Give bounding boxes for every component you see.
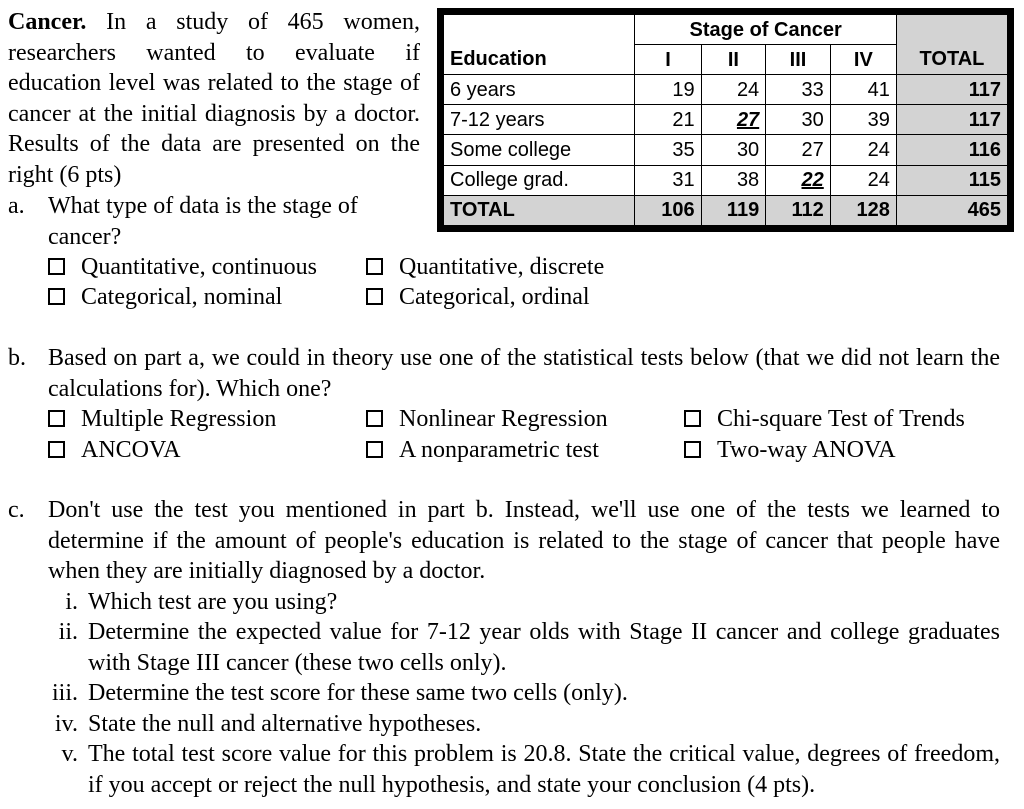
table-row: Some college 35 30 27 24 116 [444,135,1008,165]
total-header: TOTAL [896,45,1007,75]
contingency-table [437,8,1014,232]
intro-paragraph [8,7,420,190]
part-b [8,343,1000,404]
table-row: 7-12 years 21 27 30 39 117 [444,105,1008,135]
stage-header: IV [830,45,896,75]
checkbox-icon[interactable] [366,288,383,305]
part-b-question: Based on part a, we could in theory use one of the statistical tests below (that we did not learn the calculations for). Which one? [48,345,1000,402]
checkbox-icon[interactable] [366,410,383,427]
part-c-item: ii. Determine the expected value for 7-12 year olds with Stage II cancer and college graduates with Stage III cancer (these two cells only). [58,619,1000,676]
part-a-label: a. [8,193,25,219]
checkbox-icon[interactable] [684,410,701,427]
option-two-way-anova[interactable]: Two-way ANOVA [684,435,896,466]
intro-text: In a study of 465 women, researchers wanted to evaluate if education level was related to the stage of cancer at the initial diagnosis by a doctor. Results of the data are presented on the right (6 pts) [8,9,421,188]
option-cat-nominal[interactable]: Categorical, nominal [48,282,282,313]
highlighted-cell: 22 [766,165,831,195]
intro-title: Cancer. [8,9,87,35]
checkbox-icon[interactable] [48,288,65,305]
part-a [8,191,428,252]
option-quant-continuous[interactable]: Quantitative, continuous [48,252,317,283]
education-header: Education [444,45,635,75]
corner-cell [444,15,635,45]
option-chi-square-trends[interactable]: Chi-square Test of Trends [684,404,965,435]
checkbox-icon[interactable] [48,441,65,458]
option-nonparametric[interactable]: A nonparametric test [366,435,599,466]
stage-header: III [766,45,831,75]
checkbox-icon[interactable] [48,410,65,427]
table-row: College grad. 31 38 22 24 115 [444,165,1008,195]
option-multiple-regression[interactable]: Multiple Regression [48,404,276,435]
option-nonlinear-regression[interactable]: Nonlinear Regression [366,404,608,435]
part-c [8,495,1000,800]
part-c-item: iv. State the null and alternative hypotheses. [54,710,482,737]
checkbox-icon[interactable] [684,441,701,458]
part-c-label: c. [8,497,25,523]
part-c-item: iii. Determine the test score for these same two cells (only). [51,680,628,706]
stage-header: II [701,45,766,75]
part-c-item: v. The total test score value for this problem is 20.8. State the critical value, degrees of freedom, if you accept or reject the null hypothesis, and state your conclusion (4 pts). [61,741,1000,798]
checkbox-icon[interactable] [48,258,65,275]
checkbox-icon[interactable] [366,441,383,458]
part-a-question: What type of data is the stage of cancer? [48,193,358,250]
total-header-top [896,15,1007,45]
highlighted-cell: 27 [701,105,766,135]
table-row: 6 years 19 24 33 41 117 [444,75,1008,105]
part-b-label: b. [8,345,26,371]
checkbox-icon[interactable] [366,258,383,275]
option-quant-discrete[interactable]: Quantitative, discrete [366,252,604,283]
option-ancova[interactable]: ANCOVA [48,435,181,466]
part-c-text: Don't use the test you mentioned in part b. Instead, we'll use one of the tests we learned to determine if the amount of people's education is related to the stage of cancer that people have when they are initially diagnosed by a doctor. [48,497,1000,584]
option-cat-ordinal[interactable]: Categorical, ordinal [366,282,590,313]
total-row: TOTAL 106 119 112 128 465 [444,195,1008,225]
stage-super-header: Stage of Cancer [635,15,896,45]
stage-header: I [635,45,701,75]
part-c-item: i. Which test are you using? [65,588,338,615]
